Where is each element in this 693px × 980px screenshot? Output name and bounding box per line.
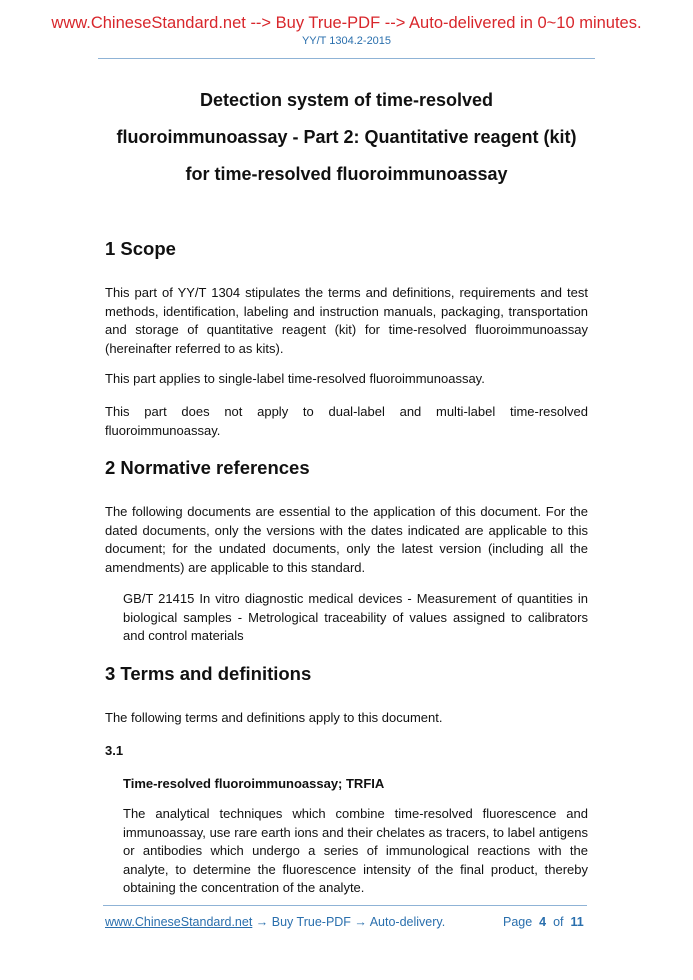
page-label: Page <box>503 915 533 929</box>
footer-divider <box>103 905 587 906</box>
definition: The analytical techniques which combine time-resolved fluorescence and immunoassay, use rare earth ions and their chelates as tracers, to label antigens or antibodies which undergo a series of immunological reactions with the analyte, to determine the fluorescence intensity of the final product, thereby obtaining the concentration of the analyte. <box>123 806 588 895</box>
standard-number: YY/T 1304.2-2015 <box>301 35 392 47</box>
website-link[interactable]: www.ChineseStandard.net <box>105 915 253 929</box>
of-label: of <box>553 915 564 929</box>
promo-banner: www.ChineseStandard.net --> Buy True-PDF --> Auto-delivered in 0~10 minutes. <box>51 14 642 32</box>
header-divider <box>98 58 595 59</box>
paragraph: This part does not apply to dual-label and multi-label time-resolved fluoroimmunoassay. <box>105 404 588 438</box>
section-heading: 1 Scope <box>105 238 176 259</box>
paragraph: This part applies to single-label time-resolved fluoroimmunoassay. <box>105 371 485 386</box>
term: Time-resolved fluoroimmunoassay; TRFIA <box>123 776 385 791</box>
title-line: for time-resolved fluoroimmunoassay <box>185 164 508 184</box>
footer-promo <box>105 915 445 929</box>
footer-text: → Buy True-PDF → Auto-delivery. <box>252 915 446 929</box>
paragraph: This part of YY/T 1304 stipulates the terms and definitions, requirements and test methods, identification, labeling and instruction manuals, packaging, transportation and storage of quantitative reagent (kit) for time-resolved fluoroimmunoassay (hereinafter referred to as kits). <box>105 285 588 356</box>
section-heading: 3 Terms and definitions <box>105 663 312 684</box>
paragraph: The following terms and definitions apply to this document. <box>105 710 443 725</box>
reference-item: GB/T 21415 In vitro diagnostic medical devices - Measurement of quantities in biological samples - Metrological traceability of values assigned to calibrators and control materials <box>123 591 588 643</box>
title-line: Detection system of time-resolved <box>199 90 494 110</box>
paragraph: The following documents are essential to the application of this document. For the dated documents, only the versions with the dates indicated are applicable to this document; for the undated documents, only the latest version (including all the amendments) are applicable to this standard. <box>105 504 588 575</box>
section-heading: 2 Normative references <box>105 457 310 478</box>
clause-number: 3.1 <box>105 743 124 758</box>
document-title <box>60 82 633 193</box>
page-number <box>503 915 584 929</box>
total-pages: 11 <box>570 915 584 929</box>
title-line: fluoroimmunoassay - Part 2: Quantitative reagent (kit) <box>116 127 577 147</box>
current-page: 4 <box>539 915 547 929</box>
